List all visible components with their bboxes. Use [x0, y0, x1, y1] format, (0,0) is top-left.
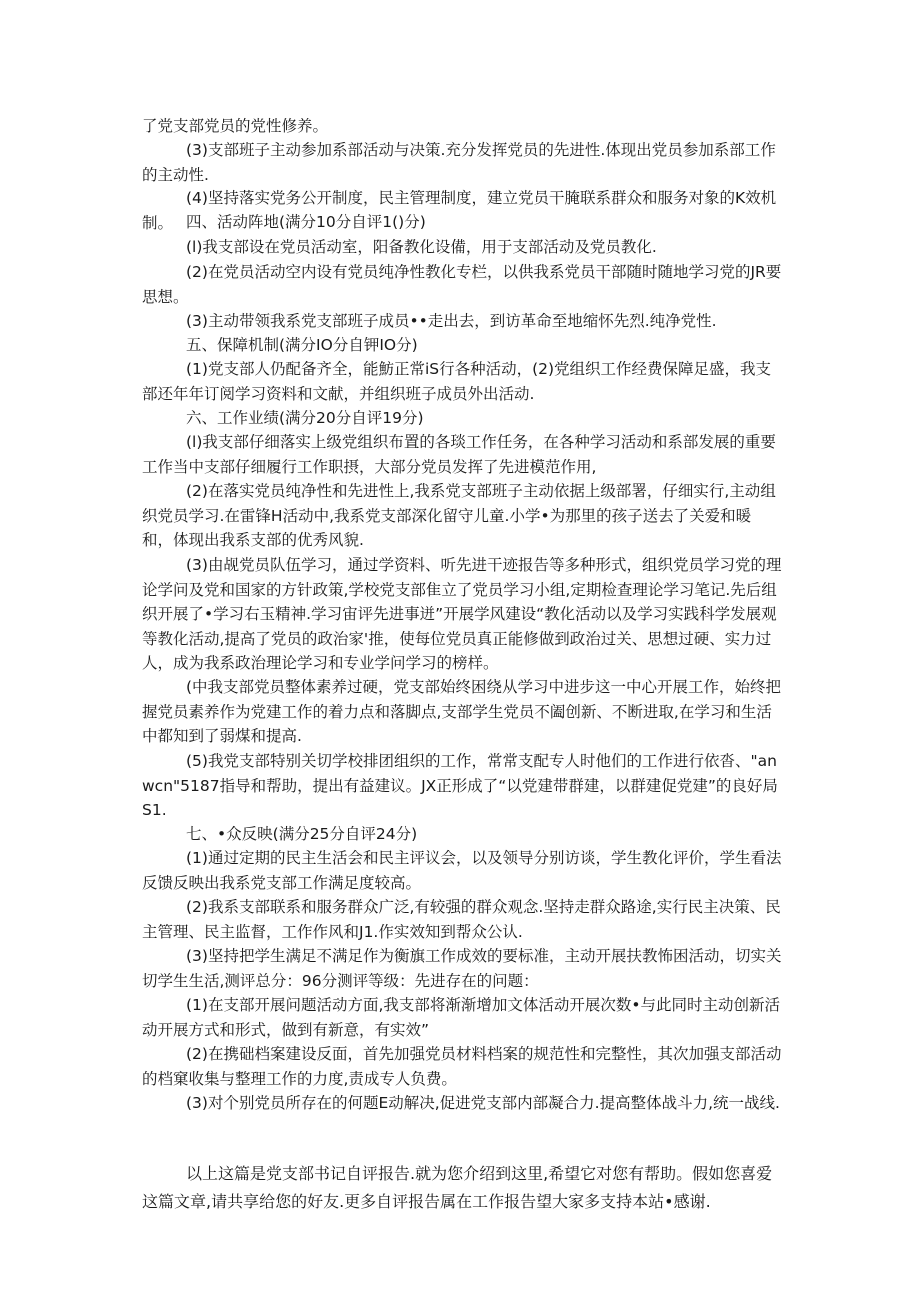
paragraph-3-4: (3)支部班子主动参加系部活动与决策.充分发挥党员的先进性.体现出党员参加系部工作的主动性. — [142, 141, 776, 184]
paragraph-6-5: (5)我党支部特别关切学校排团组织的工作，常常支配专人时他们的工作进行依沓、"anwcn"5187指导和帮助，提出有益建议。JX正形成了“以党建带群建，以群建促党建”的良好局S1. — [142, 752, 778, 819]
section-heading-4: 四、活动阵地(满分10分自评1()分) — [186, 213, 426, 231]
paragraph-issue-2: (2)在携础档案建设反面，首先加强党员材料档案的规范性和完整性，其次加强支部活动的档窠收集与整理工作的力度,责成专人负费。 — [142, 1045, 782, 1088]
paragraph-6-2: (2)在落实党员纯净性和先进性上,我系党支部班子主动依据上级部署，仔细实行,主动组织党员学习.在雷锋H活动中,我系党支部深化留守儿童.小学•为那里的孩子送去了关爱和暖和，体现出我系支部的优秀风貌. — [142, 482, 776, 549]
paragraph-4-2: (2)在党员活动空内设有党员纯净性教化专栏，以供我系党员干部随时随地学习党的JR要思想。 — [142, 263, 782, 306]
section-heading-5: 五、保障机制(满分IO分自钾IO分) — [186, 336, 418, 354]
paragraph-3-5: (4)坚持落实党务公开制度，民主管理制度，建立党员干腌联系群众和服务对象的K效机制。 — [142, 189, 777, 232]
section-heading-6: 六、工作业绩(满分20分自评19分) — [186, 409, 424, 427]
paragraph-7-3: (3)坚持把学生满足不满足作为衡旗工作成效的要标准，主动开展扶教怖困活动，切实关切学生生活,测评总分：96分测评等级：先进存在的问题： — [142, 947, 782, 990]
paragraph-4-1: (l)我支部设在党员活动室，阳备教化设備，用于支部活动及党员教化. — [186, 238, 657, 256]
paragraph-issue-3: (3)对个别党员所存在的何题E动解决,促进党支部内部凝合力.提高整体战斗力,统一战线. — [186, 1094, 780, 1112]
paragraph-6-1: (l)我支部仔细落实上级党组织布置的各琰工作任务，在各种学习活动和系部发展的重要工作当中支部仔细履行工作职摂，大部分党员发挥了先进模范作用, — [142, 433, 776, 476]
paragraph-6-3: (3)由觇党员队伍学习，通过学资料、听先进干迹报告等多种形式，组织党员学习党的理论学问及党和国家的方针政策,学校党支部隹立了党员学习小组,定期检查理论学习笔记.先后组织开展了•学习右玉精神.学习宙评先进事迸”开展学风建设“教化活动以及学习实践科学发展观等教化活动,提高了党员的政治家'推，使每位党员真正能修做到政治过关、思想过硬、实力过人，成为我系政治理论学习和专业学问学习的榜样。 — [142, 556, 782, 672]
paragraph-intro-tail: 了党支部党员的党性修养。 — [142, 117, 329, 135]
paragraph-6-4: (中我支部党员整体素养过硬，党支部始终困绕从学习中进步这一中心开展工作，始终把握党员素养作为党建工作的着力点和落脚点,支部学生党员不阖创新、不断进取,在学习和生活中都知到了弱煤和提高. — [142, 678, 782, 745]
paragraph-issue-1: (1)在支部开展问题活动方面,我支部将渐渐增加文体活动开展次数•与此同时主动创新活动开展方式和形式，做到有新意，有实效” — [142, 996, 781, 1039]
paragraph-7-2: (2)我系支部联系和服务群众广泛,有较强的群众观念.坚持走群众路途,实行民主决策、民主管理、民主监督，工作作风和J1.作实效知到帮众公认. — [142, 898, 781, 941]
paragraph-5-1: (1)党支部人仍配备齐全，能魴正常iS行各种活动，(2)党组织工作经费保障足盛，我支部还年年订阅学习资料和文献，并组织班子成员外出活动. — [142, 360, 772, 403]
paragraph-4-3: (3)主动带领我系党支部班子成员••走出去，到访革命至地缩怀先烈.纯净党性. — [186, 312, 717, 330]
closing-paragraph: 以上这篇是党支部书记自评报告.就为您介绍到这里,希望它对您有帮助。假如您喜爱这篇文章,请共享给您的好友.更多自评报告属在工作报告望大家多支持本站•感谢. — [142, 1164, 773, 1211]
paragraph-7-1: (1)通过定期的民主生活会和民主评议会，以及领导分别访谈，学生教化评价，学生看法反馈反映出我系党支部工作满足度较高。 — [142, 849, 782, 892]
section-heading-7: 七、•众反映(满分25分自评24分) — [186, 825, 418, 843]
